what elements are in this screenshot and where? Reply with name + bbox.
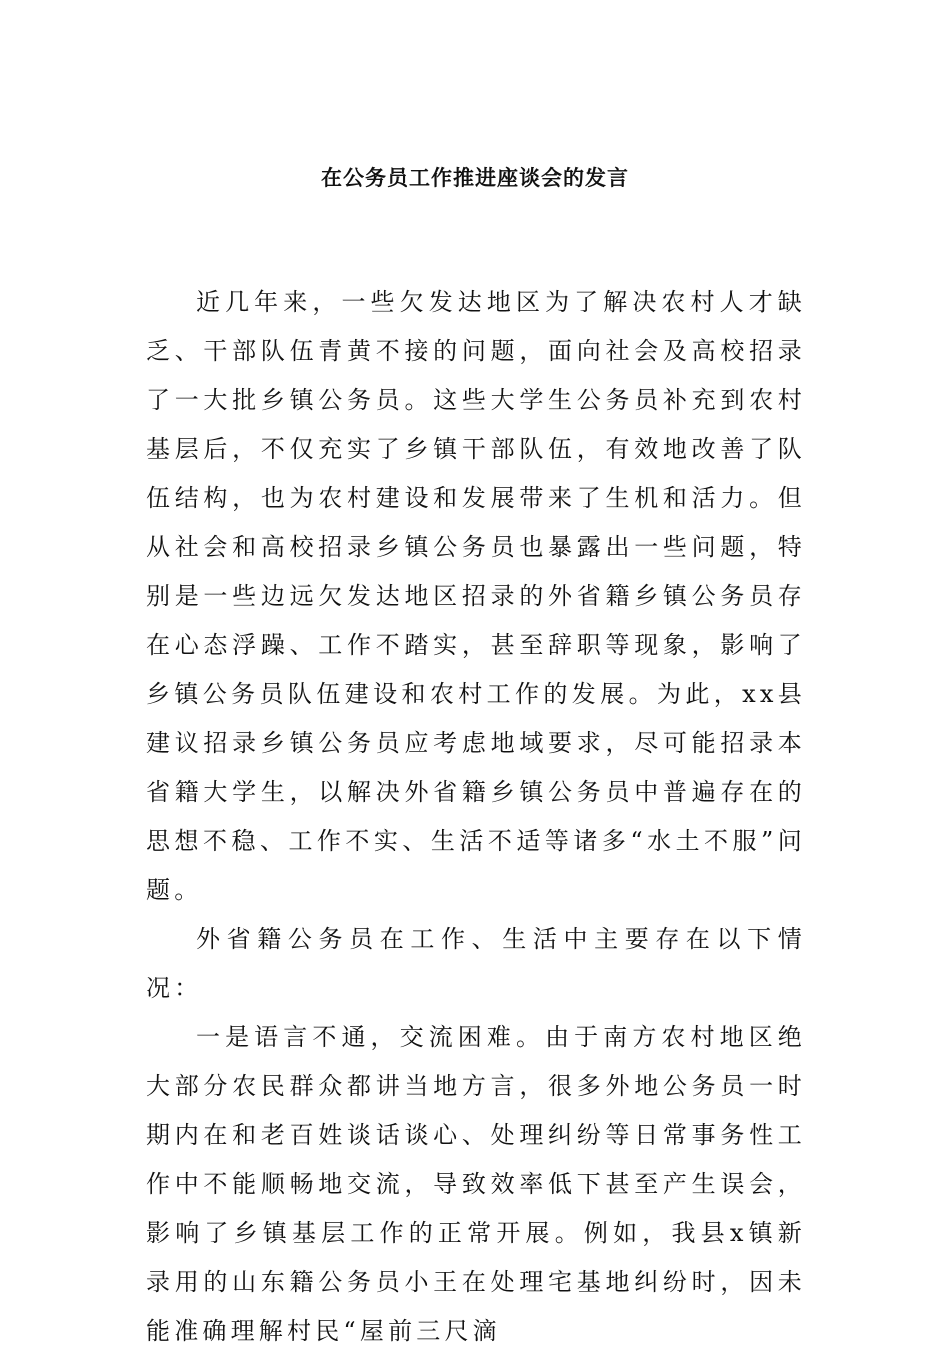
- document-title: 在公务员工作推进座谈会的发言: [321, 166, 629, 190]
- document-body: [146, 278, 806, 1356]
- paragraph-intro: 近几年来，一些欠发达地区为了解决农村人才缺乏、干部队伍青黄不接的问题，面向社会及高校招录了一大批乡镇公务员。这些大学生公务员补充到农村基层后，不仅充实了乡镇干部队伍，有效地改善了队伍结构，也为农村建设和发展带来了生机和活力。但从社会和高校招录乡镇公务员也暴露出一些问题，特别是一些边远欠发达地区招录的外省籍乡镇公务员存在心态浮躁、工作不踏实，甚至辞职等现象，影响了乡镇公务员队伍建设和农村工作的发展。为此，xx县建议招录乡镇公务员应考虑地域要求，尽可能招录本省籍大学生，以解决外省籍乡镇公务员中普遍存在的思想不稳、工作不实、生活不适等诸多“水土不服”问题。: [146, 288, 806, 904]
- paragraph-situation-lead: 外省籍公务员在工作、生活中主要存在以下情况：: [146, 925, 806, 1002]
- paragraph-language-barrier: 一是语言不通，交流困难。由于南方农村地区绝大部分农民群众都讲当地方言，很多外地公务员一时期内在和老百姓谈话谈心、处理纠纷等日常事务性工作中不能顺畅地交流，导致效率低下甚至产生误会，影响了乡镇基层工作的正常开展。例如，我县x镇新录用的山东籍公务员小王在处理宅基地纠纷时，因未能准确理解村民“屋前三尺滴: [146, 1023, 806, 1345]
